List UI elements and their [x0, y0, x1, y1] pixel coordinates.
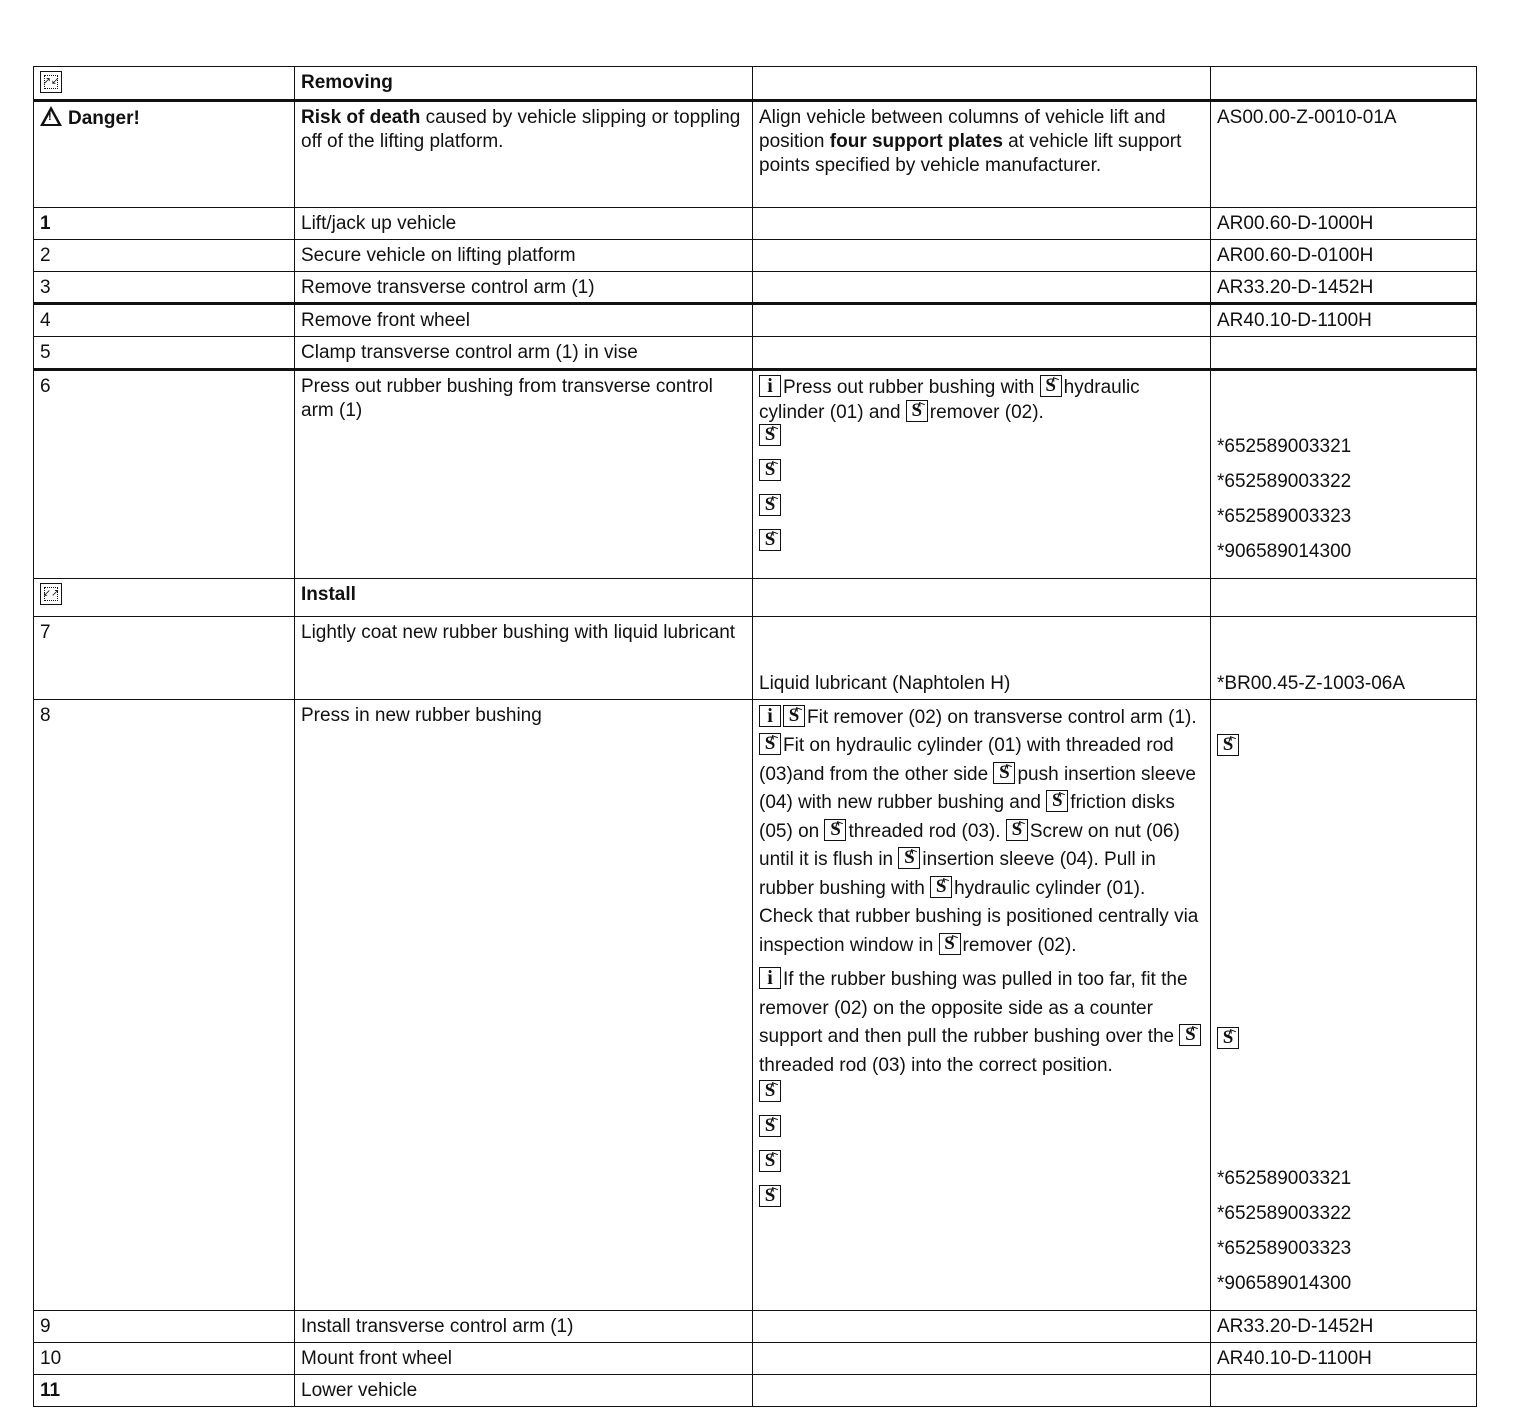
removing-icon-cell — [34, 67, 295, 101]
step-row — [34, 337, 1477, 370]
step-text: Remove front wheel — [295, 304, 753, 337]
step-reference[interactable] — [1211, 337, 1477, 370]
step6-tool-numbers — [1211, 369, 1477, 578]
step-number: 6 — [34, 369, 295, 578]
step-reference[interactable]: AR40.10-D-1100H — [1211, 1343, 1477, 1375]
special-tool-icon[interactable] — [930, 876, 952, 898]
tool-number[interactable]: *652589003321 — [1217, 1168, 1352, 1190]
step-text: Lift/jack up vehicle — [295, 208, 753, 240]
procedure-table — [33, 66, 1477, 1407]
step-number: 11 — [34, 1374, 295, 1406]
danger-reference[interactable]: AS00.00-Z-0010-01A — [1211, 101, 1477, 208]
danger-label-cell — [34, 101, 295, 208]
step-number: 7 — [34, 616, 295, 699]
special-tool-icon[interactable] — [1217, 734, 1239, 756]
warning-triangle-icon — [40, 106, 62, 126]
step-text: Lower vehicle — [295, 1374, 753, 1406]
section-title-install: Install — [295, 578, 753, 616]
special-tool-icon[interactable] — [1217, 1027, 1239, 1049]
step-text: Press out rubber bushing from transverse control arm (1) — [295, 369, 753, 578]
step-row — [34, 1311, 1477, 1343]
special-tool-icon[interactable] — [783, 705, 805, 727]
step8-instructions: iS Fit remover (02) on transverse control arm (1). SFit on hydraulic cylinder (01) with threaded rod (03)and from the other side Spush insertion sleeve (04) with new rubber bushing and Sfriction disks (05) on Sthreaded rod (03). SScrew on nut (06) until it is flush in Sinsertion sleeve (04). Pull in rubber bushing with Shydraulic cylinder (01). Check that rubber bushing is positioned centrally via inspection window in Sremover (02). iIf the rubber bushing was pulled in too far, fit the remover (02) on the opposite side as a counter support and then pull the rubber bushing over the Sthreaded rod (03) into the correct position. S S S S — [753, 699, 1211, 1311]
tool-number[interactable]: *652589003323 — [1217, 1238, 1352, 1260]
danger-instruction: Align vehicle between columns of vehicle lift and position four support plates at vehicle lift support points specified by vehicle manufacturer. — [753, 101, 1211, 208]
tool-number[interactable]: *652589003322 — [1217, 1203, 1352, 1225]
step-text: Clamp transverse control arm (1) in vise — [295, 337, 753, 370]
special-tool-icon[interactable] — [759, 459, 781, 481]
step-reference[interactable]: AR40.10-D-1100H — [1211, 304, 1477, 337]
step-row — [34, 208, 1477, 240]
step-row-6 — [34, 369, 1477, 578]
info-icon — [759, 967, 781, 989]
step-text: Lightly coat new rubber bushing with liquid lubricant — [295, 616, 753, 699]
step-text: Press in new rubber bushing — [295, 699, 753, 1311]
special-tool-icon[interactable] — [993, 762, 1015, 784]
danger-label: Danger! — [68, 108, 140, 129]
step-row-8 — [34, 699, 1477, 1311]
step-number: 2 — [34, 239, 295, 271]
step-row — [34, 271, 1477, 304]
step-row — [34, 304, 1477, 337]
step-text: Mount front wheel — [295, 1343, 753, 1375]
info-icon — [759, 705, 781, 727]
removal-icon — [40, 71, 62, 93]
danger-risk: Risk of death caused by vehicle slipping or toppling off of the lifting platform. — [295, 101, 753, 208]
step-row-7 — [34, 616, 1477, 699]
special-tool-icon[interactable] — [939, 933, 961, 955]
special-tool-icon[interactable] — [898, 847, 920, 869]
step-text: Remove transverse control arm (1) — [295, 271, 753, 304]
step7-reference[interactable]: *BR00.45-Z-1003-06A — [1211, 616, 1477, 699]
special-tool-icon[interactable] — [759, 1185, 781, 1207]
tool-number[interactable]: *906589014300 — [1217, 540, 1352, 562]
special-tool-icon[interactable] — [906, 400, 928, 422]
step-row — [34, 239, 1477, 271]
special-tool-icon[interactable] — [759, 1115, 781, 1137]
step-reference[interactable] — [1211, 1374, 1477, 1406]
tool-number[interactable]: *652589003323 — [1217, 505, 1352, 527]
special-tool-icon[interactable] — [759, 494, 781, 516]
step-row — [34, 1374, 1477, 1406]
special-tool-icon[interactable] — [759, 1150, 781, 1172]
step6-instructions: iPress out rubber bushing with Shydraulic cylinder (01) and Sremover (02). S S S S — [753, 369, 1211, 578]
info-icon — [759, 375, 781, 397]
step-number: 3 — [34, 271, 295, 304]
step-number: 8 — [34, 699, 295, 1311]
special-tool-icon[interactable] — [1006, 819, 1028, 841]
step-reference[interactable]: AR33.20-D-1452H — [1211, 1311, 1477, 1343]
install-header-row — [34, 578, 1477, 616]
step-number: 9 — [34, 1311, 295, 1343]
step-number: 1 — [34, 208, 295, 240]
section-title-removing: Removing — [295, 67, 753, 101]
step-row — [34, 1343, 1477, 1375]
special-tool-icon[interactable] — [1179, 1024, 1201, 1046]
step-text: Secure vehicle on lifting platform — [295, 239, 753, 271]
special-tool-icon[interactable] — [759, 424, 781, 446]
danger-row — [34, 101, 1477, 208]
removing-header-row — [34, 67, 1477, 101]
step-number: 5 — [34, 337, 295, 370]
tool-number[interactable]: *906589014300 — [1217, 1273, 1352, 1295]
special-tool-icon[interactable] — [759, 733, 781, 755]
step-text: Install transverse control arm (1) — [295, 1311, 753, 1343]
step-number: 4 — [34, 304, 295, 337]
special-tool-icon[interactable] — [759, 1080, 781, 1102]
step-reference[interactable]: AR00.60-D-1000H — [1211, 208, 1477, 240]
tool-number[interactable]: *652589003322 — [1217, 470, 1352, 492]
install-icon — [40, 583, 62, 605]
install-icon-cell — [34, 578, 295, 616]
step-reference[interactable]: AR00.60-D-0100H — [1211, 239, 1477, 271]
special-tool-icon[interactable] — [1046, 790, 1068, 812]
special-tool-icon[interactable] — [759, 529, 781, 551]
step-reference[interactable]: AR33.20-D-1452H — [1211, 271, 1477, 304]
step8-tool-numbers — [1211, 699, 1477, 1311]
step-number: 10 — [34, 1343, 295, 1375]
tool-number[interactable]: *652589003321 — [1217, 435, 1352, 457]
step7-material: Liquid lubricant (Naphtolen H) — [753, 616, 1211, 699]
special-tool-icon[interactable] — [1040, 375, 1062, 397]
special-tool-icon[interactable] — [824, 819, 846, 841]
